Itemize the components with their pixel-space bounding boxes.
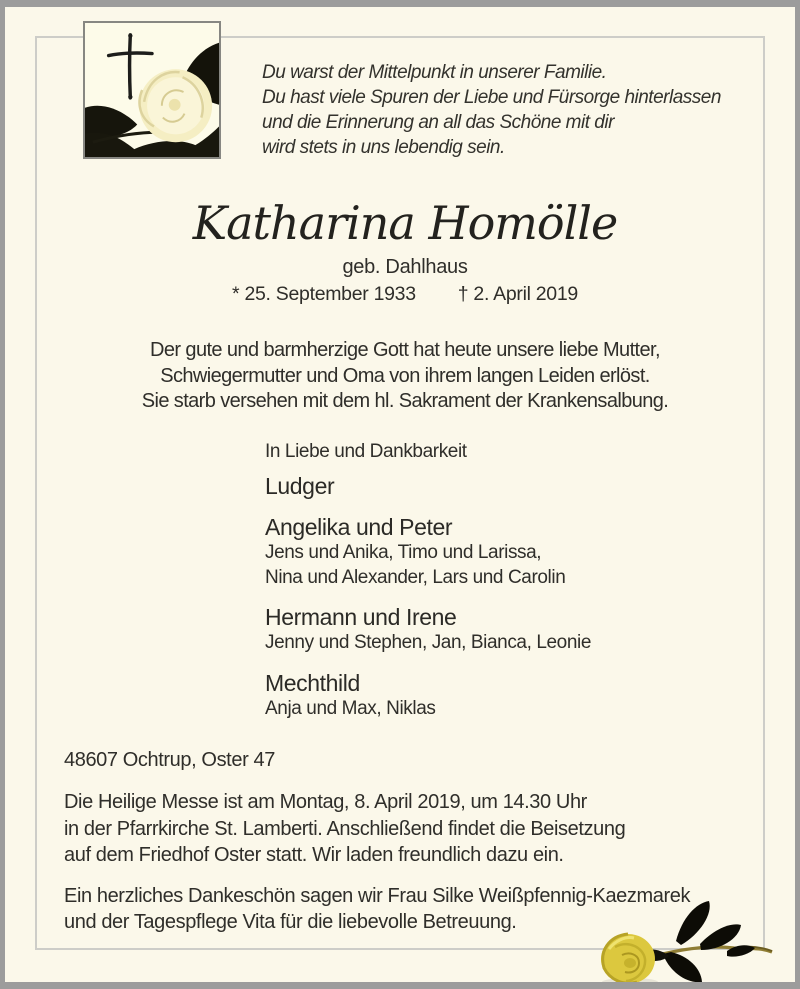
epigraph-line: und die Erinnerung an all das Schöne mit dir (262, 112, 614, 133)
mourner-group-members (265, 697, 591, 722)
service-line: auf dem Friedhof Oster statt. Wir laden freundlich dazu ein. (64, 844, 564, 866)
birth-date: * 25. September 1933 (232, 283, 416, 305)
service-line: Die Heilige Messe ist am Montag, 8. April 2019, um 14.30 Uhr (64, 791, 587, 813)
mourner-group-heading: Angelika und Peter (265, 514, 453, 540)
deceased-name: Katharina Homölle (192, 196, 618, 250)
thanks-line: und der Tagespflege Vita für die liebevolle Betreuung. (64, 911, 517, 933)
death-date: † 2. April 2019 (457, 283, 578, 305)
address-line: 48607 Ochtrup, Oster 47 (64, 749, 275, 771)
service-line: in der Pfarrkirche St. Lamberti. Anschließend findet die Beisetzung (64, 817, 626, 840)
thanks-line: Ein herzliches Dankeschön sagen wir Frau Silke Weißpfennig-Kaezmarek (64, 885, 691, 907)
mourner-group-heading: Ludger (265, 473, 335, 499)
announcement-line: Sie starb versehen mit dem hl. Sakrament der Krankensalbung. (141, 390, 669, 412)
epigraph-line: wird stets in uns lebendig sein. (262, 137, 505, 158)
mourner-group-members (265, 541, 591, 590)
mourner-group-heading: Hermann und Irene (265, 604, 457, 630)
mourner-group-members (265, 631, 591, 656)
announcement-line: Der gute und barmherzige Gott hat heute unsere liebe Mutter, (150, 339, 660, 361)
announcement (45, 338, 765, 415)
members-line: Nina und Alexander, Lars und Carolin (265, 566, 566, 588)
members-line: Jenny und Stephen, Jan, Bianca, Leonie (265, 632, 592, 653)
epigraph (262, 60, 721, 160)
life-dates (45, 283, 765, 306)
members-line: Jens und Anika, Timo und Larissa, (265, 542, 542, 563)
mourners-list (265, 441, 591, 721)
white-rose-image (85, 23, 219, 157)
epigraph-line: Du warst der Mittelpunkt in unserer Familie. (262, 62, 607, 83)
yellow-rose-image (588, 889, 776, 987)
mourner-group-heading: Mechthild (265, 669, 360, 696)
epigraph-line: Du hast viele Spuren der Liebe und Fürsorge hinterlassen (262, 87, 721, 108)
maiden-name: geb. Dahlhaus (342, 256, 468, 278)
memorial-photo (83, 21, 221, 159)
announcement-line: Schwiegermutter und Oma von ihrem langen Leiden erlöst. (160, 364, 650, 387)
service-info (64, 789, 625, 869)
mourners-intro: In Liebe und Dankbarkeit (265, 441, 467, 462)
members-line: Anja und Max, Niklas (265, 697, 436, 719)
